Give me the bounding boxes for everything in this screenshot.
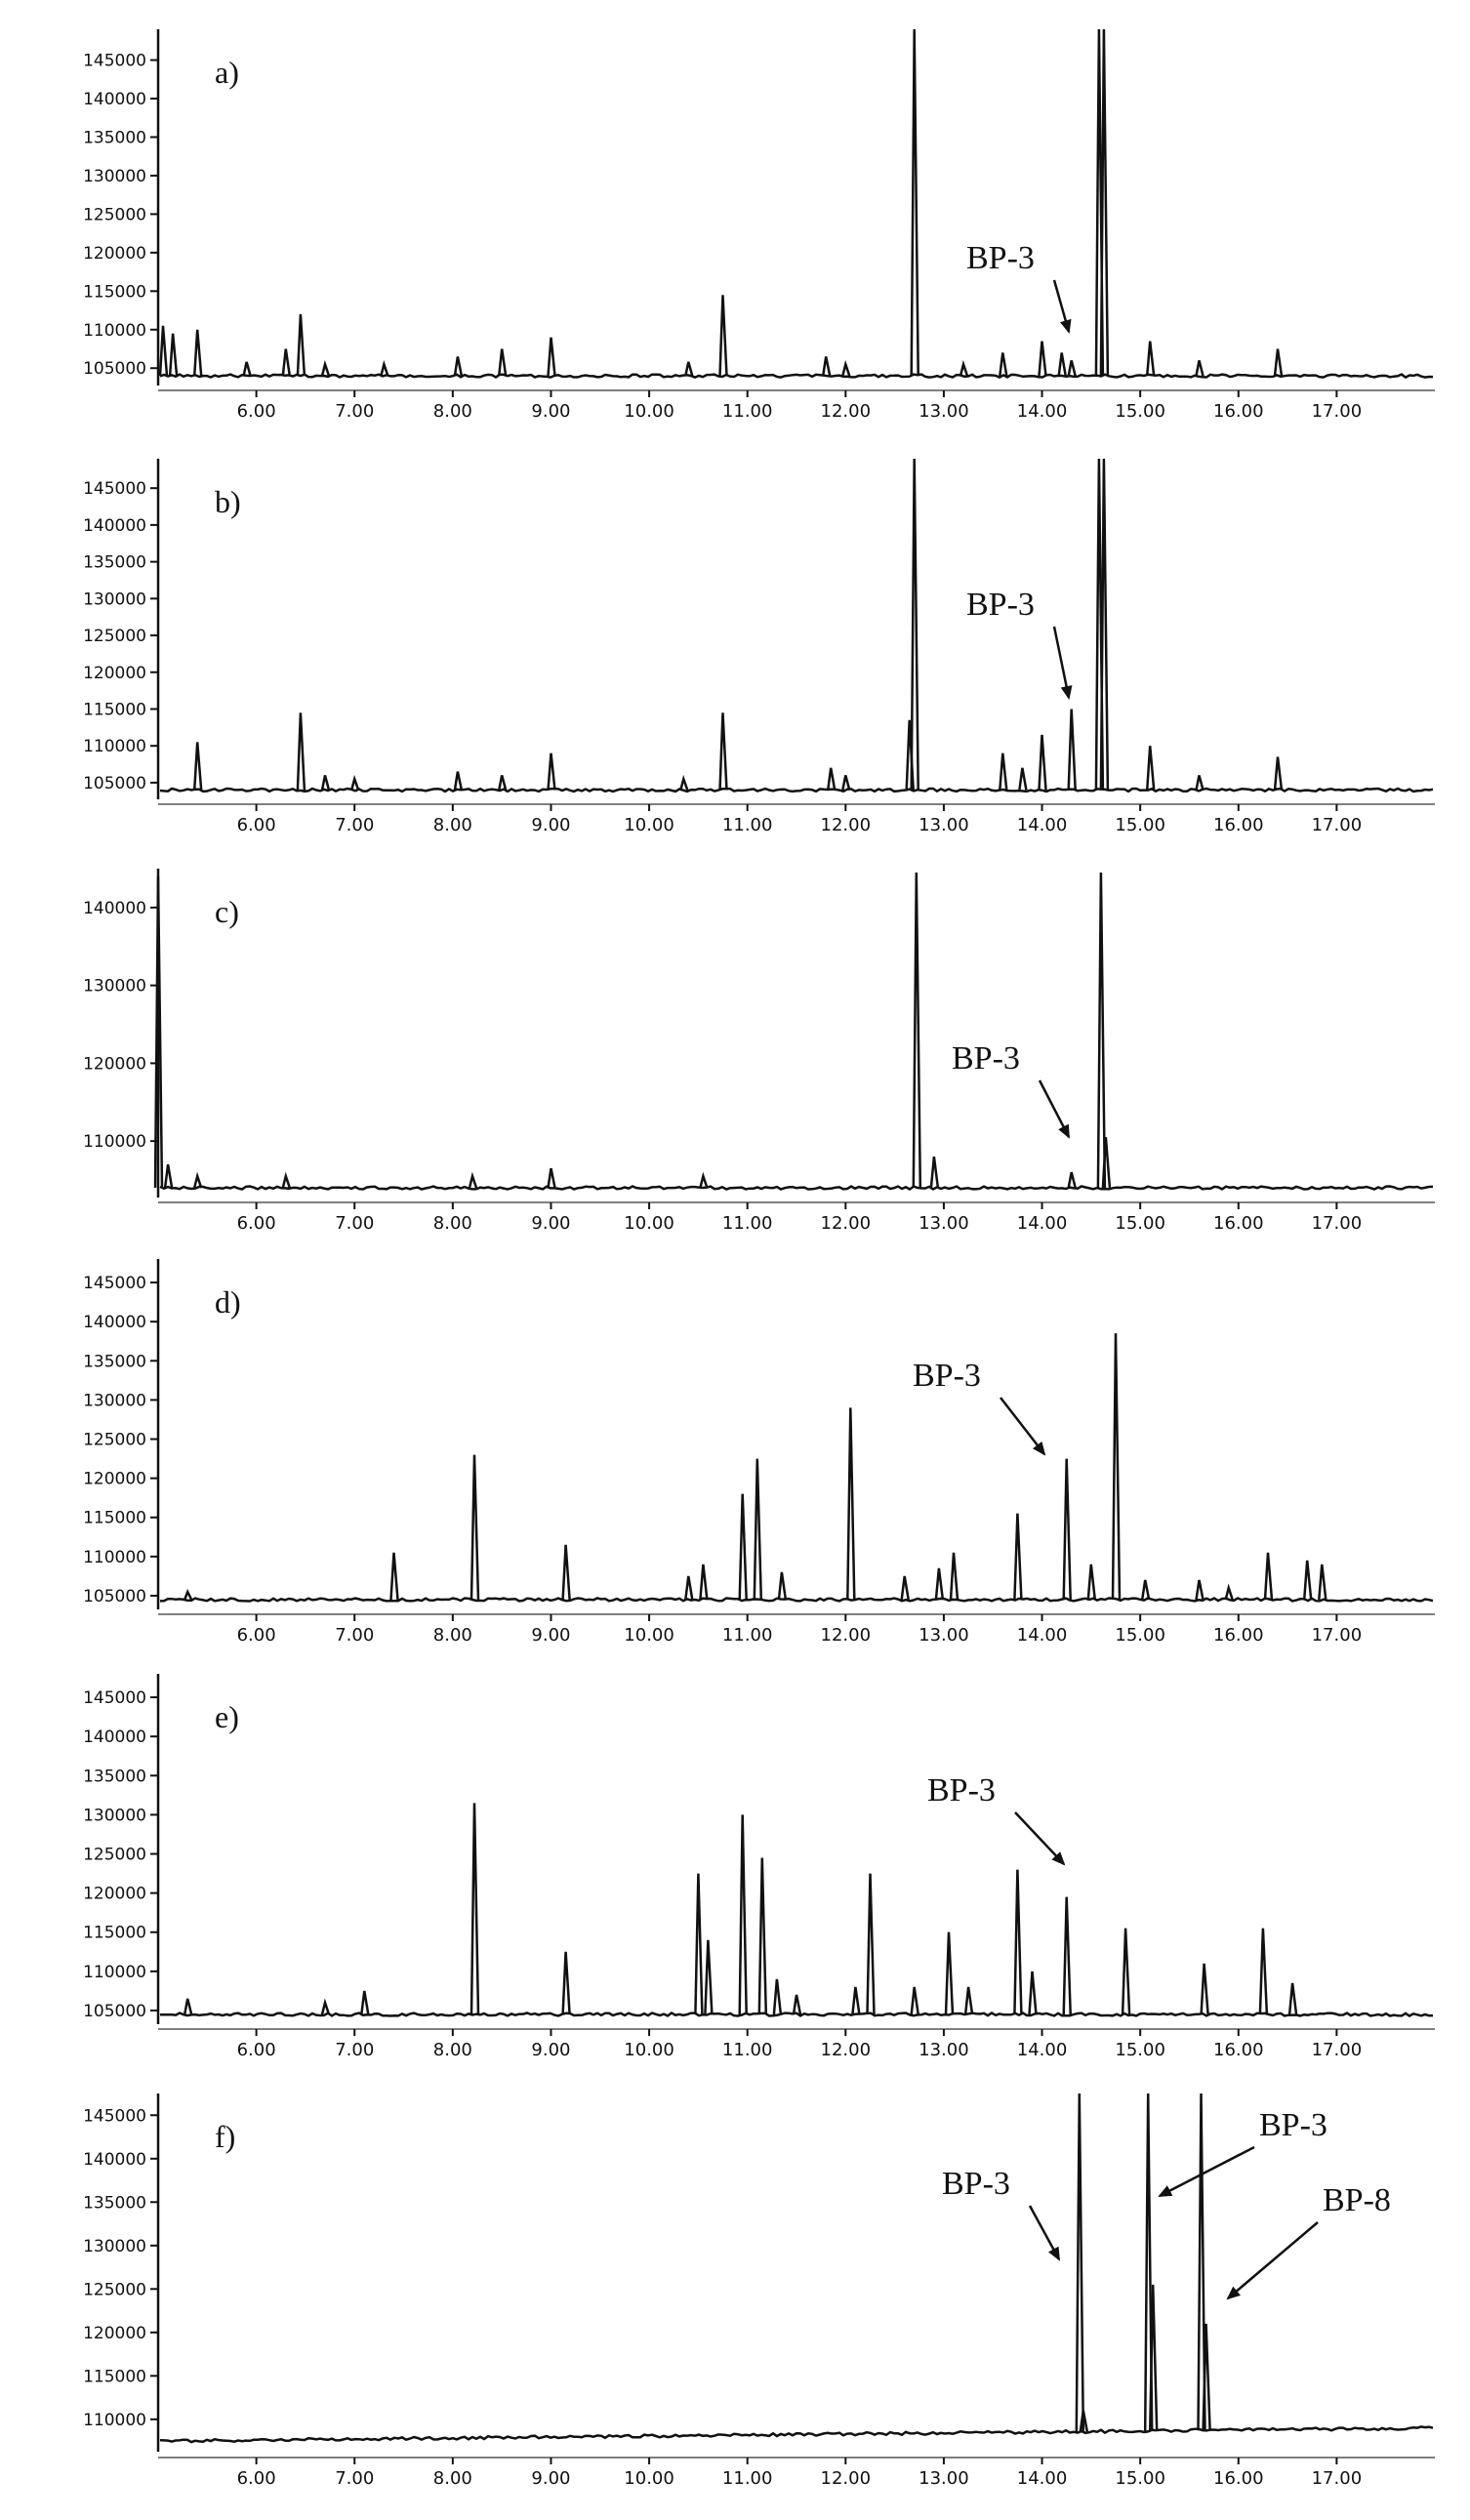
chromatogram-peak bbox=[960, 364, 967, 376]
y-tick-label: 120000 bbox=[83, 2323, 146, 2343]
chromatogram-peak bbox=[965, 1987, 972, 2014]
chromatogram-peak bbox=[471, 1803, 478, 2014]
chromatogram-peak bbox=[1197, 1580, 1204, 1600]
chromatogram-peak bbox=[563, 1952, 570, 2014]
chromatogram-peak bbox=[1088, 1565, 1095, 1600]
x-tick-label: 8.00 bbox=[432, 401, 472, 422]
x-tick-label: 15.00 bbox=[1115, 2040, 1165, 2060]
chromatogram-peak bbox=[1064, 1459, 1071, 1600]
y-tick-label: 110000 bbox=[83, 1962, 146, 1982]
chromatogram-peak bbox=[244, 362, 251, 376]
y-tick-label: 120000 bbox=[83, 243, 146, 264]
y-tick-label: 130000 bbox=[83, 2236, 146, 2256]
y-tick-label: 130000 bbox=[83, 976, 146, 996]
x-tick-label: 16.00 bbox=[1213, 401, 1264, 422]
y-tick-label: 140000 bbox=[83, 2149, 146, 2170]
chromatogram-peak bbox=[700, 1176, 707, 1188]
y-tick-label: 135000 bbox=[83, 1767, 146, 1787]
x-tick-label: 7.00 bbox=[335, 815, 375, 835]
x-tick-label: 13.00 bbox=[919, 1213, 969, 1234]
chromatogram-peak bbox=[794, 1995, 800, 2014]
y-tick-label: 145000 bbox=[83, 51, 146, 71]
x-tick-label: 17.00 bbox=[1311, 815, 1363, 835]
x-tick-label: 7.00 bbox=[335, 2468, 375, 2489]
chromatogram-peak bbox=[549, 338, 555, 376]
y-tick-label: 115000 bbox=[83, 700, 146, 720]
baseline-trace bbox=[160, 1187, 1433, 1190]
baseline-trace bbox=[160, 2426, 1433, 2442]
x-tick-label: 13.00 bbox=[919, 815, 969, 835]
x-tick-label: 11.00 bbox=[721, 815, 773, 835]
annotation-label: BP-8 bbox=[1323, 2182, 1391, 2218]
chromatogram-peak bbox=[455, 772, 462, 791]
panel-label: a) bbox=[215, 55, 239, 90]
x-tick-label: 8.00 bbox=[432, 815, 472, 835]
annotation-arrow bbox=[1228, 2222, 1318, 2298]
x-tick-label: 6.00 bbox=[236, 815, 276, 835]
x-tick-label: 9.00 bbox=[531, 1625, 571, 1646]
x-tick-label: 11.00 bbox=[721, 2040, 773, 2060]
chromatogram-peak bbox=[351, 779, 358, 790]
y-tick-label: 130000 bbox=[83, 1391, 146, 1411]
y-tick-label: 115000 bbox=[83, 2367, 146, 2387]
y-tick-label: 120000 bbox=[83, 1884, 146, 1904]
x-tick-label: 7.00 bbox=[335, 1213, 375, 1234]
chromatogram-peak bbox=[914, 873, 920, 1188]
x-tick-label: 10.00 bbox=[624, 815, 674, 835]
y-tick-label: 105000 bbox=[83, 1586, 146, 1606]
chromatogram-peak bbox=[1069, 360, 1076, 376]
x-tick-label: 14.00 bbox=[1016, 2040, 1068, 2060]
chromatogram-peak bbox=[912, 459, 919, 791]
chromatogram-peak bbox=[1142, 1580, 1149, 1600]
annotation-label: BP-3 bbox=[913, 1358, 981, 1394]
chromatogram-peak bbox=[391, 1553, 398, 1600]
chromatogram-peak bbox=[298, 314, 305, 376]
chromatogram-peak bbox=[852, 1987, 859, 2014]
x-tick-label: 12.00 bbox=[820, 815, 872, 835]
x-tick-label: 16.00 bbox=[1213, 1625, 1264, 1646]
chromatogram-peak bbox=[823, 356, 830, 376]
x-tick-label: 16.00 bbox=[1213, 1213, 1264, 1234]
chart-panel-b bbox=[83, 459, 1435, 835]
x-tick-label: 9.00 bbox=[531, 2468, 571, 2489]
chromatogram-peak bbox=[1040, 735, 1046, 791]
chromatogram-peak bbox=[381, 364, 388, 376]
chromatogram-peak bbox=[499, 349, 506, 377]
chromatogram-peak bbox=[695, 1874, 702, 2014]
annotation-label: BP-3 bbox=[927, 1772, 996, 1809]
chromatogram-peak bbox=[759, 1858, 766, 2015]
x-tick-label: 17.00 bbox=[1311, 1625, 1363, 1646]
y-tick-label: 135000 bbox=[83, 128, 146, 148]
chromatogram-peak bbox=[1275, 349, 1282, 377]
chromatogram-peak bbox=[1064, 1897, 1071, 2014]
chromatogram-peak bbox=[1123, 1929, 1129, 2014]
x-tick-label: 10.00 bbox=[624, 401, 674, 422]
x-tick-label: 13.00 bbox=[919, 1625, 969, 1646]
chromatogram-peak bbox=[1000, 753, 1006, 791]
chart-panel-a bbox=[83, 29, 1435, 422]
chromatogram-peak bbox=[1289, 1983, 1296, 2014]
chromatogram-peak bbox=[936, 1568, 943, 1600]
y-tick-label: 140000 bbox=[83, 515, 146, 536]
y-tick-label: 140000 bbox=[83, 90, 146, 110]
y-tick-label: 120000 bbox=[83, 1054, 146, 1075]
chromatogram-peak bbox=[1098, 873, 1105, 1188]
panel-label: d) bbox=[215, 1284, 241, 1320]
annotation-label: BP-3 bbox=[952, 1040, 1020, 1077]
chromatogram-peak bbox=[470, 1176, 476, 1188]
chromatogram-peak bbox=[322, 775, 329, 790]
x-tick-label: 17.00 bbox=[1311, 2040, 1363, 2060]
y-tick-label: 125000 bbox=[83, 2280, 146, 2300]
y-tick-label: 105000 bbox=[83, 2001, 146, 2021]
y-tick-label: 135000 bbox=[83, 552, 146, 573]
x-tick-label: 14.00 bbox=[1016, 815, 1068, 835]
chart-panel-e bbox=[83, 1674, 1435, 2060]
chromatogram-peak bbox=[1040, 342, 1046, 377]
chromatogram-peak bbox=[1147, 746, 1154, 790]
annotation-label: BP-3 bbox=[966, 587, 1035, 623]
x-tick-label: 14.00 bbox=[1016, 1213, 1068, 1234]
chromatogram-peak bbox=[685, 362, 692, 376]
x-tick-label: 8.00 bbox=[432, 2468, 472, 2489]
x-tick-label: 6.00 bbox=[236, 2468, 276, 2489]
chromatogram-peak bbox=[946, 1932, 953, 2014]
y-tick-label: 130000 bbox=[83, 166, 146, 186]
panel-label: b) bbox=[215, 484, 241, 519]
x-tick-label: 11.00 bbox=[721, 2468, 773, 2489]
chromatogram-peak bbox=[1197, 360, 1204, 376]
chromatogram-peak bbox=[298, 712, 305, 790]
y-tick-label: 125000 bbox=[83, 1430, 146, 1450]
x-tick-label: 17.00 bbox=[1311, 401, 1363, 422]
chromatogram-peak bbox=[774, 1979, 781, 2014]
chart-panel-d bbox=[83, 1259, 1435, 1646]
chromatogram-peak bbox=[1014, 1870, 1021, 2014]
annotation-arrow bbox=[1015, 1812, 1064, 1864]
baseline-trace bbox=[160, 2013, 1433, 2016]
chromatogram-peak bbox=[1000, 352, 1006, 376]
y-tick-label: 125000 bbox=[83, 205, 146, 225]
x-tick-label: 15.00 bbox=[1115, 2468, 1165, 2489]
x-tick-label: 11.00 bbox=[721, 1625, 773, 1646]
x-tick-label: 10.00 bbox=[624, 2040, 674, 2060]
chromatogram-peak bbox=[705, 1940, 712, 2014]
y-tick-label: 145000 bbox=[83, 1274, 146, 1294]
chromatogram-peak bbox=[842, 775, 849, 790]
x-tick-label: 17.00 bbox=[1311, 1213, 1363, 1234]
x-tick-label: 8.00 bbox=[432, 1625, 472, 1646]
chromatogram-peak bbox=[1226, 1588, 1233, 1600]
chromatogram-peak bbox=[165, 1164, 172, 1188]
x-tick-label: 9.00 bbox=[531, 2040, 571, 2060]
y-tick-label: 110000 bbox=[83, 737, 146, 757]
chromatogram-peak bbox=[1101, 459, 1108, 791]
x-tick-label: 14.00 bbox=[1016, 1625, 1068, 1646]
x-tick-label: 7.00 bbox=[335, 2040, 375, 2060]
panel-label: c) bbox=[215, 894, 239, 929]
y-tick-label: 130000 bbox=[83, 589, 146, 610]
x-tick-label: 12.00 bbox=[820, 2468, 872, 2489]
chromatogram-peak bbox=[951, 1553, 958, 1600]
x-tick-label: 13.00 bbox=[919, 2468, 969, 2489]
chromatogram-peak bbox=[455, 356, 462, 376]
y-tick-label: 120000 bbox=[83, 1469, 146, 1489]
x-tick-label: 7.00 bbox=[335, 401, 375, 422]
baseline-trace bbox=[160, 1599, 1433, 1602]
y-tick-label: 125000 bbox=[83, 1845, 146, 1865]
chromatogram-peak bbox=[1030, 1971, 1037, 2014]
chromatogram-peak bbox=[740, 1494, 747, 1600]
chromatogram-peak bbox=[828, 768, 835, 791]
y-tick-label: 145000 bbox=[83, 479, 146, 500]
x-tick-label: 16.00 bbox=[1213, 2468, 1264, 2489]
chart-panel-f bbox=[83, 2093, 1435, 2489]
y-tick-label: 105000 bbox=[83, 359, 146, 380]
chromatogram-peak bbox=[322, 364, 329, 376]
chromatogram-peak bbox=[170, 334, 177, 376]
x-tick-label: 6.00 bbox=[236, 401, 276, 422]
chromatogram-peak bbox=[1260, 1929, 1267, 2014]
chromatogram-peak bbox=[755, 1459, 761, 1600]
x-tick-label: 6.00 bbox=[236, 1213, 276, 1234]
chromatogram-peak bbox=[549, 1168, 555, 1188]
y-tick-label: 110000 bbox=[83, 320, 146, 341]
annotation-arrow bbox=[1054, 627, 1069, 698]
x-tick-label: 16.00 bbox=[1213, 2040, 1264, 2060]
y-tick-label: 140000 bbox=[83, 1727, 146, 1748]
y-tick-label: 135000 bbox=[83, 2193, 146, 2214]
chromatogram-peak bbox=[322, 2003, 329, 2014]
annotation-arrow bbox=[1000, 1398, 1044, 1454]
x-tick-label: 8.00 bbox=[432, 1213, 472, 1234]
chromatogram-peak bbox=[779, 1572, 786, 1600]
annotation-label: BP-3 bbox=[942, 2166, 1010, 2202]
x-tick-label: 13.00 bbox=[919, 2040, 969, 2060]
chromatogram-peak bbox=[361, 1991, 368, 2014]
chromatogram-peak bbox=[1101, 29, 1108, 376]
x-tick-label: 9.00 bbox=[531, 401, 571, 422]
chromatogram-peak bbox=[720, 712, 727, 790]
chromatogram-peak bbox=[680, 779, 687, 790]
y-tick-label: 110000 bbox=[83, 2410, 146, 2430]
chromatogram-peak bbox=[499, 775, 506, 790]
annotation-arrow bbox=[1160, 2147, 1254, 2196]
baseline-trace bbox=[160, 375, 1433, 378]
x-tick-label: 12.00 bbox=[820, 1625, 872, 1646]
chromatogram-peak bbox=[184, 1999, 191, 2014]
x-tick-label: 15.00 bbox=[1115, 1625, 1165, 1646]
chart-panel-c bbox=[83, 869, 1435, 1234]
y-tick-label: 145000 bbox=[83, 2106, 146, 2127]
y-tick-label: 110000 bbox=[83, 1547, 146, 1567]
x-tick-label: 14.00 bbox=[1016, 2468, 1068, 2489]
x-tick-label: 17.00 bbox=[1311, 2468, 1363, 2489]
chromatogram-peak bbox=[685, 1576, 692, 1600]
annotation-arrow bbox=[1040, 1080, 1069, 1137]
annotation-label: BP-3 bbox=[966, 240, 1035, 276]
chromatogram-peak bbox=[912, 1987, 919, 2014]
chromatogram-peak bbox=[902, 1576, 909, 1600]
chromatogram-peak bbox=[1275, 757, 1282, 791]
y-tick-label: 145000 bbox=[83, 1688, 146, 1709]
y-tick-label: 140000 bbox=[83, 1313, 146, 1333]
chromatogram-peak bbox=[720, 295, 727, 376]
chromatogram-peak bbox=[283, 1176, 290, 1188]
chromatogram-peak bbox=[700, 1565, 707, 1600]
chromatogram-peak bbox=[1265, 1553, 1272, 1600]
x-tick-label: 12.00 bbox=[820, 1213, 872, 1234]
chromatogram-peak bbox=[842, 364, 849, 376]
x-tick-label: 15.00 bbox=[1115, 401, 1165, 422]
x-tick-label: 12.00 bbox=[820, 2040, 872, 2060]
annotation-label: BP-3 bbox=[1259, 2107, 1327, 2143]
x-tick-label: 10.00 bbox=[624, 2468, 674, 2489]
x-tick-label: 16.00 bbox=[1213, 815, 1264, 835]
x-tick-label: 6.00 bbox=[236, 2040, 276, 2060]
x-tick-label: 15.00 bbox=[1115, 1213, 1165, 1234]
chromatogram-peak bbox=[740, 1814, 747, 2014]
chromatogram-peak bbox=[471, 1455, 478, 1600]
y-tick-label: 105000 bbox=[83, 773, 146, 793]
annotation-arrow bbox=[1030, 2206, 1059, 2259]
chromatogram-peak bbox=[912, 29, 919, 376]
chromatogram-peak bbox=[1019, 768, 1026, 791]
chromatogram-peak bbox=[1197, 775, 1204, 790]
x-tick-label: 15.00 bbox=[1115, 815, 1165, 835]
y-tick-label: 115000 bbox=[83, 1923, 146, 1943]
panel-label: e) bbox=[215, 1699, 239, 1734]
x-tick-label: 9.00 bbox=[531, 815, 571, 835]
chromatogram-peak bbox=[1113, 1333, 1120, 1600]
chromatogram-peak bbox=[1014, 1514, 1021, 1600]
annotation-arrow bbox=[1054, 280, 1069, 332]
chromatogram-peak bbox=[549, 753, 555, 791]
chromatogram-peak bbox=[1304, 1561, 1311, 1600]
x-tick-label: 7.00 bbox=[335, 1625, 375, 1646]
x-tick-label: 14.00 bbox=[1016, 401, 1068, 422]
chromatogram-peak bbox=[868, 1874, 875, 2014]
y-tick-label: 115000 bbox=[83, 1508, 146, 1528]
y-tick-label: 135000 bbox=[83, 1352, 146, 1372]
chromatogram-peak bbox=[1147, 342, 1154, 377]
chromatogram-peak bbox=[1202, 1964, 1208, 2014]
panel-label: f) bbox=[215, 2119, 236, 2154]
x-tick-label: 8.00 bbox=[432, 2040, 472, 2060]
y-tick-label: 110000 bbox=[83, 1132, 146, 1153]
y-tick-label: 115000 bbox=[83, 282, 146, 303]
x-tick-label: 11.00 bbox=[721, 1213, 773, 1234]
chromatogram-peak bbox=[931, 1157, 938, 1188]
y-tick-label: 140000 bbox=[83, 898, 146, 918]
chromatogram-peak bbox=[1059, 352, 1066, 376]
chromatogram-peak bbox=[1069, 1172, 1076, 1188]
chromatogram-peak bbox=[283, 349, 290, 377]
chromatogram-peak bbox=[1069, 710, 1076, 791]
x-tick-label: 6.00 bbox=[236, 1625, 276, 1646]
chromatogram-peak bbox=[194, 330, 201, 376]
y-tick-label: 130000 bbox=[83, 1806, 146, 1826]
chromatogram-peak bbox=[194, 742, 201, 790]
x-tick-label: 12.00 bbox=[820, 401, 872, 422]
x-tick-label: 13.00 bbox=[919, 401, 969, 422]
chromatogram-peak bbox=[160, 326, 167, 376]
x-tick-label: 9.00 bbox=[531, 1213, 571, 1234]
y-tick-label: 120000 bbox=[83, 663, 146, 683]
chromatogram-peak bbox=[184, 1592, 191, 1600]
y-tick-label: 125000 bbox=[83, 627, 146, 647]
x-tick-label: 10.00 bbox=[624, 1625, 674, 1646]
x-tick-label: 10.00 bbox=[624, 1213, 674, 1234]
chromatogram-peak bbox=[1077, 2093, 1083, 2432]
chromatogram-peak bbox=[847, 1407, 854, 1600]
chromatogram-peak bbox=[1319, 1565, 1326, 1600]
chromatogram-peak bbox=[563, 1545, 570, 1600]
x-tick-label: 11.00 bbox=[721, 401, 773, 422]
